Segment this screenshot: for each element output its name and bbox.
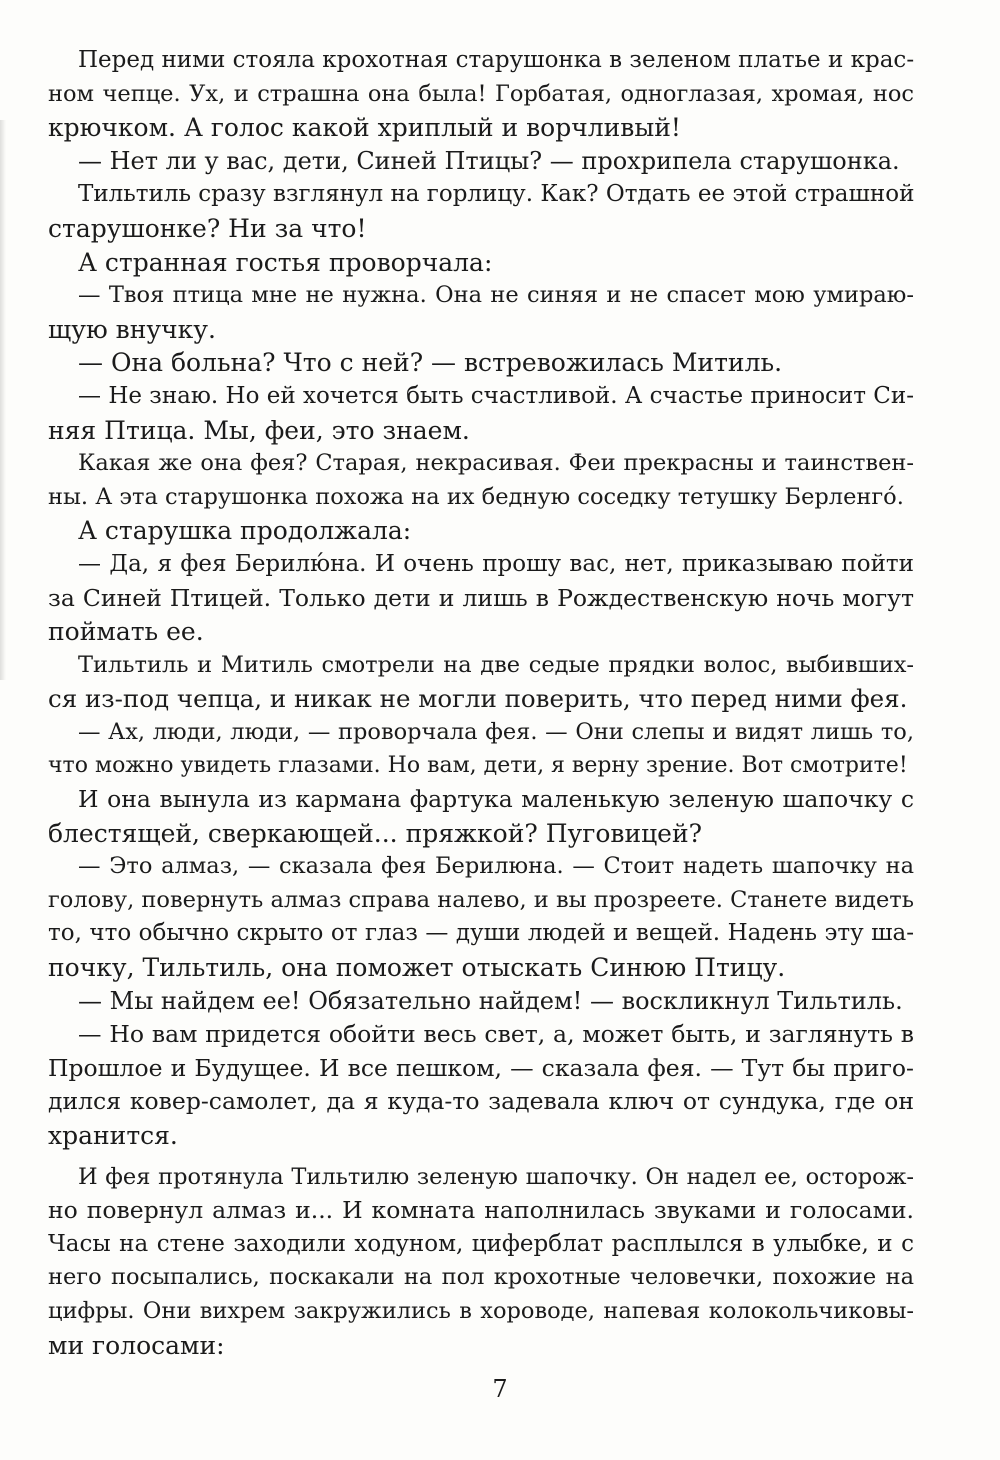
text-line: ся из-под чепца, и никак не могли поверить, что перед ними фея. bbox=[48, 684, 908, 714]
text-line: Часы на стене заходили ходуном, циферблат расплылся в улыбке, и с bbox=[48, 1230, 914, 1257]
text-line: — Не знаю. Но ей хочется быть счастливой. А счастье приносит Си- bbox=[78, 382, 914, 409]
page-edge-shadow bbox=[0, 120, 6, 680]
text-line: — Мы найдем ее! Обязательно найдем! — воскликнул Тильтиль. bbox=[78, 986, 903, 1015]
text-line: А старушка продолжала: bbox=[78, 516, 412, 546]
text-line: Перед ними стояла крохотная старушонка в зеленом платье и крас- bbox=[78, 47, 915, 73]
text-line: ми голосами: bbox=[48, 1330, 225, 1360]
text-line: — Нет ли у вас, дети, Синей Птицы? — прохрипела старушонка. bbox=[78, 146, 900, 175]
text-line: что можно увидеть глазами. Но вам, дети, я верну зрение. Вот смотрите! bbox=[48, 753, 908, 779]
text-line: И она вынула из кармана фартука маленькую зеленую шапочку с bbox=[78, 785, 914, 814]
text-line: цифры. Они вихрем закружились в хороводе, напевая колокольчиковы- bbox=[48, 1297, 914, 1324]
text-line: почку, Тильтиль, она поможет отыскать Синюю Птицу. bbox=[48, 953, 786, 983]
text-line: — Да, я фея Берилю́на. И очень прошу вас, нет, приказываю пойти bbox=[78, 550, 914, 577]
text-line: блестящей, сверкающей... пряжкой? Пуговицей? bbox=[48, 818, 703, 848]
text-line: хранится. bbox=[48, 1121, 178, 1150]
text-line: Тильтиль и Митиль смотрели на две седые прядки волос, выбивших- bbox=[78, 651, 914, 678]
text-line: — Ах, люди, люди, — проворчала фея. — Они слепы и видят лишь то, bbox=[78, 718, 914, 745]
page-number: 7 bbox=[492, 1375, 508, 1403]
text-line: И фея протянула Тильтилю зеленую шапочку. Он надел ее, осторож- bbox=[78, 1163, 914, 1190]
text-line: него посыпались, поскакали на пол крохотные человечки, похожие на bbox=[48, 1264, 914, 1291]
text-line: А странная гостья проворчала: bbox=[78, 247, 493, 277]
text-line: за Синей Птицей. Только дети и лишь в Рождественскую ночь могут bbox=[48, 583, 914, 612]
text-line: крючком. А голос какой хриплый и ворчливый! bbox=[48, 113, 681, 143]
text-line: ном чепце. Ух, и страшна она была! Горбатая, одноглазая, хромая, нос bbox=[48, 80, 914, 107]
text-line: поймать ее. bbox=[48, 617, 204, 647]
text-line: щую внучку. bbox=[48, 314, 216, 344]
text-line: дился ковер-самолет, да я куда-то задевала ключ от сундука, где он bbox=[48, 1087, 914, 1116]
text-line: ны. А эта старушонка похожа на их бедную соседку тетушку Берленго́. bbox=[48, 483, 904, 510]
text-line: но повернул алмаз и... И комната наполнилась звуками и голосами. bbox=[48, 1196, 914, 1225]
text-line: Какая же она фея? Старая, некрасивая. Феи прекрасны и таинствен- bbox=[78, 450, 914, 477]
text-line: — Она больна? Что с ней? — встревожилась Митиль. bbox=[78, 348, 783, 378]
text-line: — Твоя птица мне не нужна. Она не синяя и не спасет мою умираю- bbox=[78, 282, 914, 309]
text-line: то, что обычно скрыто от глаз — души людей и вещей. Надень эту ша- bbox=[48, 920, 914, 947]
text-line: — Но вам придется обойти весь свет, а, может быть, и заглянуть в bbox=[78, 1020, 914, 1049]
body-text bbox=[48, 44, 914, 1362]
text-line: няя Птица. Мы, феи, это знаем. bbox=[48, 415, 470, 445]
text-line: голову, повернуть алмаз справа налево, и вы прозреете. Станете видеть bbox=[48, 886, 914, 913]
text-line: Прошлое и Будущее. И все пешком, — сказала фея. — Тут бы приго- bbox=[48, 1053, 914, 1082]
text-line: — Это алмаз, — сказала фея Берилюна. — Стоит надеть шапочку на bbox=[78, 853, 914, 880]
text-line: старушонке? Ни за что! bbox=[48, 213, 367, 243]
text-line: Тильтиль сразу взглянул на горлицу. Как? Отдать ее этой страшной bbox=[78, 181, 915, 208]
